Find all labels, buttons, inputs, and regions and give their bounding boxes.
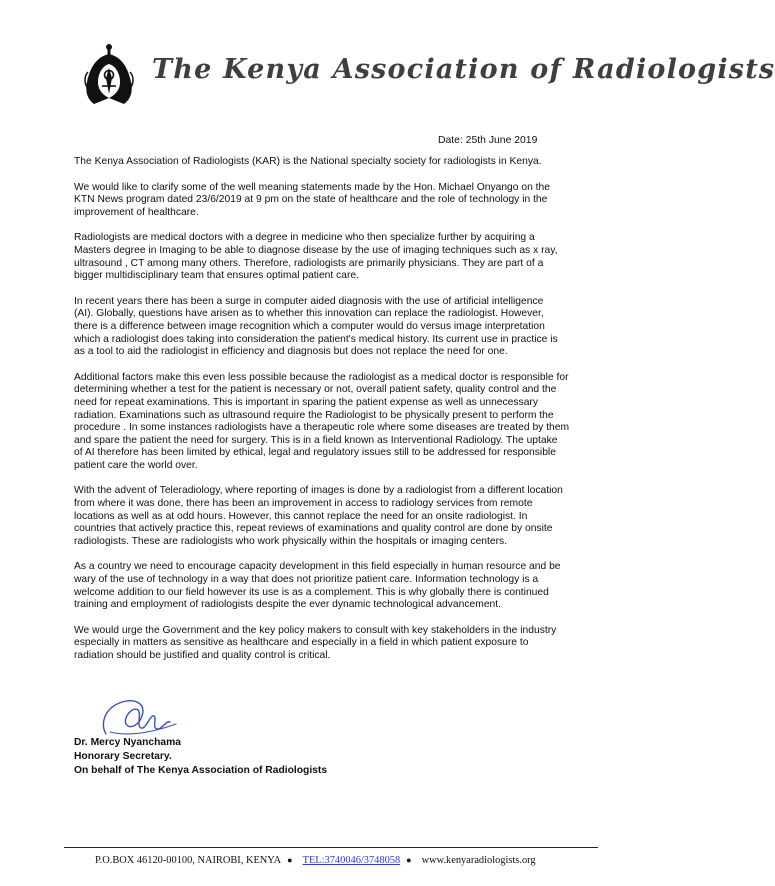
footer-address: P.O.BOX 46120-00100, NAIROBI, KENYA — [95, 855, 282, 866]
signatory-on-behalf: On behalf of The Kenya Association of Radiologists — [74, 765, 328, 776]
footer — [95, 855, 536, 866]
paragraph-radiologists-role: Radiologists are medical doctors with a degree in medicine who then specialize further by acquiring a Masters degree in Imaging to be able to diagnose disease by the use of imaging techniques such as x ray, ultrasound , CT among many others. Therefore, radiologists are primarily physicians. They are part of a bigger multidisciplinary team that ensures optimal patient care. — [74, 232, 558, 282]
crest-icon — [82, 42, 136, 106]
paragraph-ai: In recent years there has been a surge in computer aided diagnosis with the use of artificial intelligence (AI). Globally, questions have arisen as to whether this innovation can replace the radiologist. However, there is a difference between image recognition which a computer would do versus image interpretation which a radiologist does taking into consideration the patient's medical history. Its current use in practice is as a tool to aid the radiologist in efficiency and diagnosis but does not replace the need for one. — [74, 295, 558, 358]
signatory-title: Honorary Secretary. — [74, 751, 172, 762]
bullet-icon: ● — [406, 855, 412, 865]
paragraph-clarification: We would like to clarify some of the well meaning statements made by the Hon. Michael Onyango on the KTN News program dated 23/6/2019 at 9 pm on the state of healthcare and the role of technology in the improvement of healthcare. — [74, 181, 550, 218]
letter-body — [74, 156, 619, 676]
organization-title: The Kenya Association of Radiologists — [152, 54, 775, 85]
letter-date: Date: 25th June 2019 — [438, 135, 538, 146]
footer-divider — [64, 847, 598, 848]
paragraph-teleradiology: With the advent of Teleradiology, where reporting of images is done by a radiologist from a different location from where it was done, there has been an improvement in access to radiology services from remote locations as well as at odd hours. However, this cannot replace the need for an onsite radiologist. In countries that actively practice this, repeat reviews of examinations and quality control are done by onsite radiologists. These are radiologists who work physically within the hospitals or imaging centers. — [74, 485, 563, 547]
paragraph-intro: The Kenya Association of Radiologists (KAR) is the National specialty society for radiologists in Kenya. — [74, 156, 542, 167]
paragraph-capacity: As a country we need to encourage capacity development in this field especially in human resource and be wary of the use of technology in a way that does not prioritize patient care. Information technology is a welcome addition to our field however its use is as a complement. This is why globally there is continued training and employment of radiologists despite the ever dynamic technological advancement. — [74, 561, 561, 611]
signatory-name: Dr. Mercy Nyanchama — [74, 737, 182, 748]
paragraph-additional-factors: Additional factors make this even less possible because the radiologist as a medical doctor is responsible for determining whether a test for the patient is necessary or not, overall patient safety, quality control and the need for repeat examinations. This is important in sparing the patient expense as well as unnecessary radiation. Examinations such as ultrasound require the Radiologist to be physically present to perform the procedure . In some instances radiologists have a therapeutic role where some diseases are treated by them and spare the patient the need for surgery. This is in a field known as Interventional Radiology. The uptake of AI therefore has been limited by ethical, legal and regulatory issues still to be addressed for responsible patient care the world over. — [74, 371, 570, 471]
bullet-icon: ● — [287, 855, 293, 865]
footer-website: www.kenyaradiologists.org — [421, 855, 536, 866]
signature-icon — [96, 694, 186, 740]
letterhead — [0, 0, 775, 120]
signature-block — [74, 736, 327, 778]
paragraph-urge: We would urge the Government and the key policy makers to consult with key stakeholders in the industry especially in matters as sensitive as healthcare and especially in a field in which patient exposure to radiation should be justified and quality control is critical. — [74, 624, 557, 661]
footer-phone-link[interactable]: TEL:3740046/3748058 — [302, 855, 401, 866]
